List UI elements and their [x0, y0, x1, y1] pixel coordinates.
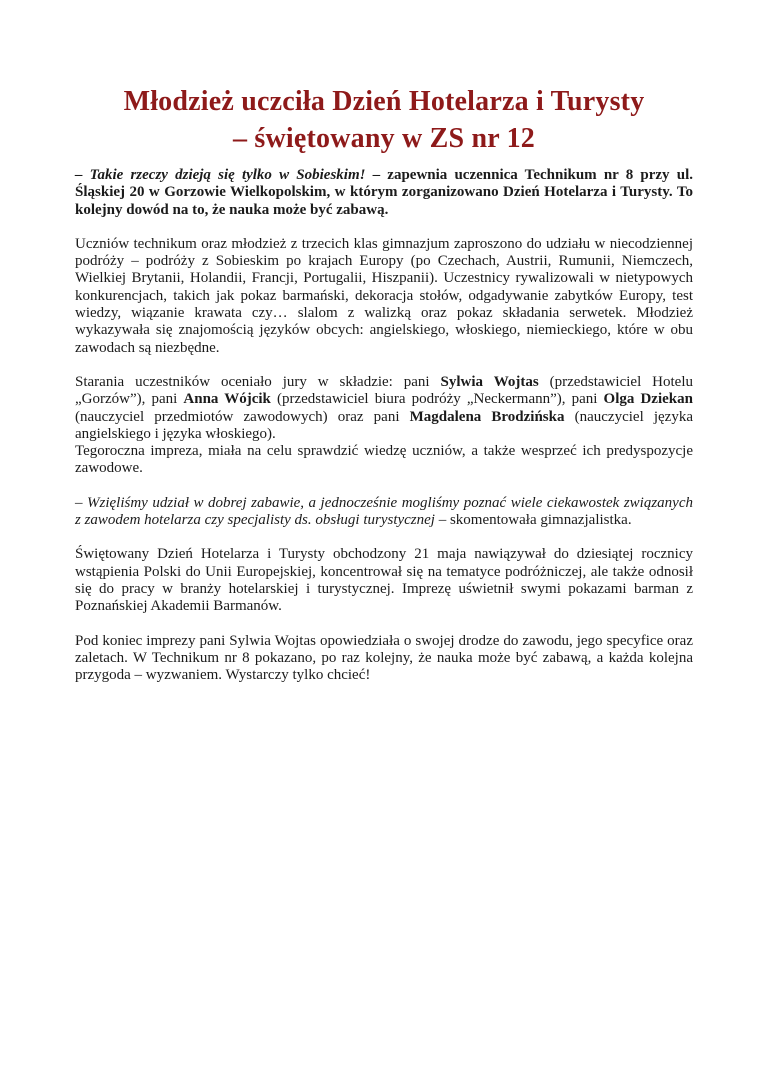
text-run: Anna Wójcik — [183, 391, 271, 408]
paragraph-contest-description — [75, 236, 693, 357]
paragraph-closing — [75, 633, 693, 685]
article-title-line-2: – świętowany w ZS nr 12 — [232, 123, 535, 154]
text-run: Uczniów technikum oraz młodzież z trzecich klas gimnazjum zaproszono do udziału w niecodziennej podróży – podróży z Sobieskim po krajach Europy (po Czechach, Austrii, Rumunii, Niemczech, Wielkiej Brytanii, Holandii, Francji, Portugalii, Hiszpanii). Uczestnicy rywalizowali w nietypowych konkurencjach, takich jak pokaz barmański, dekoracja stołów, odgadywanie zabytków Europy, test wiedzy, wiązanie krawata czy… slalom z walizką oraz pokaz składania serwetek. Młodzież wykazywała się znajomością języków obcych: angielskiego, włoskiego, niemieckiego, które w obu zawodach są niezbędne. — [75, 235, 693, 356]
article-page — [0, 83, 768, 1077]
document-page — [0, 83, 768, 1077]
paragraph-anniversary — [75, 546, 693, 615]
text-run: – Takie rzeczy dzieją się tylko w Sobieskim! — [75, 167, 366, 183]
text-run: Sylwia Wojtas — [440, 373, 539, 390]
article-body — [75, 167, 693, 684]
text-run: Olga Dziekan — [603, 391, 693, 408]
text-run: Tegoroczna impreza, miała na celu sprawdzić wiedzę uczniów, a także wesprzeć ich predyspozycje zawodowe. — [75, 443, 693, 477]
text-run: Magdalena Brodzińska — [409, 408, 565, 425]
text-run: Pod koniec imprezy pani Sylwia Wojtas opowiedziała o swojej drodze do zawodu, jego specyfice oraz zaletach. W Technikum nr 8 pokazano, po raz kolejny, że nauka może być zabawą, a każda kolejna przygoda – wyzwaniem. Wystarczy tylko chcieć! — [75, 632, 693, 684]
text-run: (przedstawiciel Hotelu „Gorzów”), pani — [75, 373, 693, 408]
paragraph-lead — [75, 167, 693, 219]
paragraph-jury — [75, 374, 693, 478]
article-title-line-1: Młodzież uczciła Dzień Hotelarza i Turysty — [123, 86, 645, 117]
text-run: Świętowany Dzień Hotelarza i Turysty obchodzony 21 maja nawiązywał do dziesiątej rocznicy wstąpienia Polski do Unii Europejskiej, koncentrował się na tematyce podróżniczej, ale także odnosił się do pracy w branży hotelarskiej i turystycznej. Imprezę uświetnił swymi pokazami barman z Poznańskiej Akademii Barmanów. — [75, 546, 693, 615]
article-title — [55, 83, 713, 157]
text-run: – zapewnia uczennica Technikum nr 8 przy ul. Śląskiej 20 w Gorzowie Wielkopolskim, w którym zorganizowano Dzień Hotelarza i Turysty. To kolejny dowód na to, że nauka może być zabawą. — [75, 167, 693, 218]
paragraph-student-quote — [75, 495, 693, 530]
text-run: – Wzięliśmy udział w dobrej zabawie, a jednocześnie mogliśmy poznać wiele ciekawostek związanych z zawodem hotelarza czy specjalisty ds. obsługi turystycznej — [75, 494, 693, 529]
text-run: (przedstawiciel biura podróży „Neckermann”), pani — [270, 391, 604, 408]
text-run: – skomentowała gimnazjalistka. — [434, 512, 632, 529]
text-run: Starania uczestników oceniało jury w składzie: pani — [75, 373, 441, 390]
text-run: (nauczyciel przedmiotów zawodowych) oraz pani — [75, 408, 410, 425]
text-run: (nauczyciel języka angielskiego i języka włoskiego). — [75, 408, 693, 442]
